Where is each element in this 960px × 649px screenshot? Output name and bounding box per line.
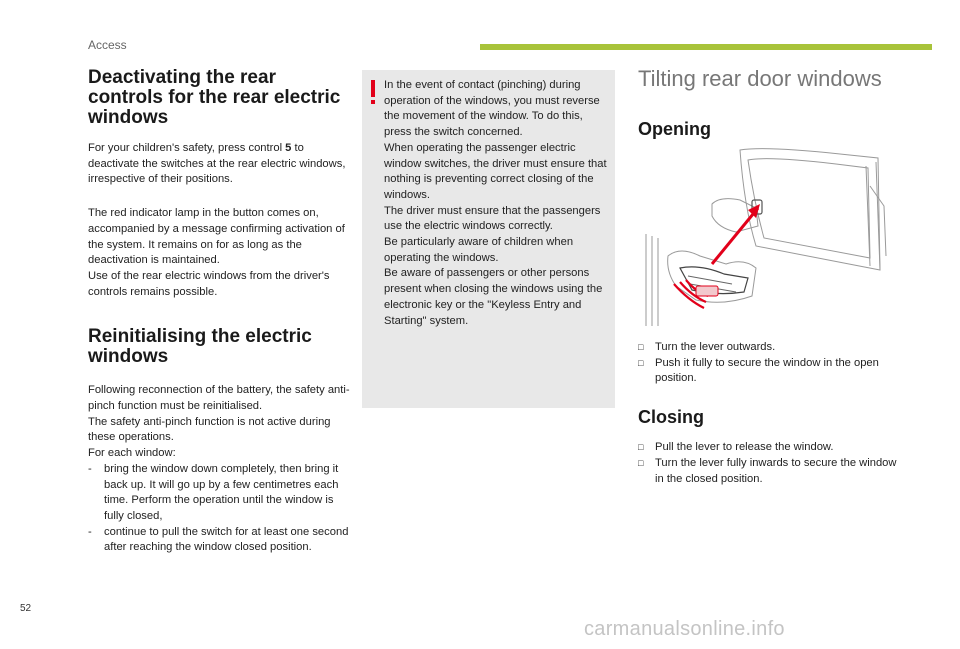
dash-item bbox=[88, 462, 350, 525]
warning-paragraph: The driver must ensure that the passengers use the electric windows correctly. bbox=[384, 204, 601, 233]
para1-text-a: For your children's safety, press control bbox=[88, 142, 286, 154]
step-text: Push it fully to secure the window in the open position. bbox=[655, 356, 879, 385]
deactivating-heading: Deactivating the rear controls for the rear electric windows bbox=[88, 67, 341, 128]
step-marker-icon: □ bbox=[638, 342, 644, 352]
dash-marker: - bbox=[88, 525, 92, 538]
indicator-lamp-paragraph: The red indicator lamp in the button comes on, accompanied by a message confirming activation of the system. It remains on for as long as the deactivation is maintained. bbox=[88, 207, 345, 267]
warning-box bbox=[362, 70, 615, 408]
children-safety-paragraph bbox=[88, 141, 350, 188]
tilting-windows-title: Tilting rear door windows bbox=[638, 66, 882, 91]
anti-pinch-paragraph: The safety anti-pinch function is not active during these operations. bbox=[88, 415, 331, 444]
tilting-window-illustration bbox=[640, 146, 896, 326]
closing-heading: Closing bbox=[638, 407, 704, 428]
reinitialising-heading: Reinitialising the electric windows bbox=[88, 326, 312, 368]
left-column bbox=[88, 68, 350, 556]
reconnection-paragraph: Following reconnection of the battery, the safety anti-pinch function must be reinitialised. bbox=[88, 384, 350, 413]
step-marker-icon: □ bbox=[638, 357, 644, 368]
driver-controls-paragraph: Use of the rear electric windows from the driver's controls remains possible. bbox=[88, 269, 330, 298]
para1-text-b: to deactivate the switches at the rear electric windows, irrespective of their positions. bbox=[88, 142, 346, 186]
step-text: Pull the lever to release the window. bbox=[655, 441, 834, 454]
warning-icon bbox=[370, 80, 376, 104]
page-number: 52 bbox=[20, 603, 32, 614]
warning-paragraph: In the event of contact (pinching) during operation of the windows, you must reverse the movement of the window. To do this, press the switch concerned. bbox=[384, 79, 600, 139]
warning-paragraph: Be aware of passengers or other persons present when closing the windows using the electronic key or the "Keyless Entry and Starting" system. bbox=[384, 267, 603, 327]
section-label: Access bbox=[88, 38, 127, 52]
watermark-text: carmanualsonline.info bbox=[584, 618, 785, 640]
warning-paragraph: Be particularly aware of children when operating the windows. bbox=[384, 236, 574, 264]
dash-text: continue to pull the switch for at least one second after reaching the window closed position. bbox=[104, 525, 349, 554]
step-text: Turn the lever fully inwards to secure the window in the closed position. bbox=[655, 456, 897, 485]
step-marker-icon: □ bbox=[638, 442, 644, 453]
step-text: Turn the lever outwards. bbox=[655, 341, 776, 353]
opening-step bbox=[638, 340, 898, 356]
each-window-paragraph: For each window: bbox=[88, 447, 176, 460]
closing-step bbox=[638, 440, 898, 456]
warning-paragraph: When operating the passenger electric window switches, the driver must ensure that nothing is preventing correct closing of the windows. bbox=[384, 141, 607, 201]
warning-text bbox=[384, 78, 608, 329]
opening-step bbox=[638, 356, 898, 387]
dash-text: bring the window down completely, then bring it back up. It will go up by a few centimetres each time. Perform the operation until the window is fully closed, bbox=[104, 462, 339, 522]
control-number: 5 bbox=[285, 142, 292, 154]
dash-marker: - bbox=[88, 462, 92, 475]
header-accent-bar bbox=[480, 44, 932, 50]
step-marker-icon: □ bbox=[638, 457, 644, 468]
closing-step bbox=[638, 456, 898, 487]
dash-item bbox=[88, 525, 350, 556]
opening-heading: Opening bbox=[638, 119, 711, 139]
